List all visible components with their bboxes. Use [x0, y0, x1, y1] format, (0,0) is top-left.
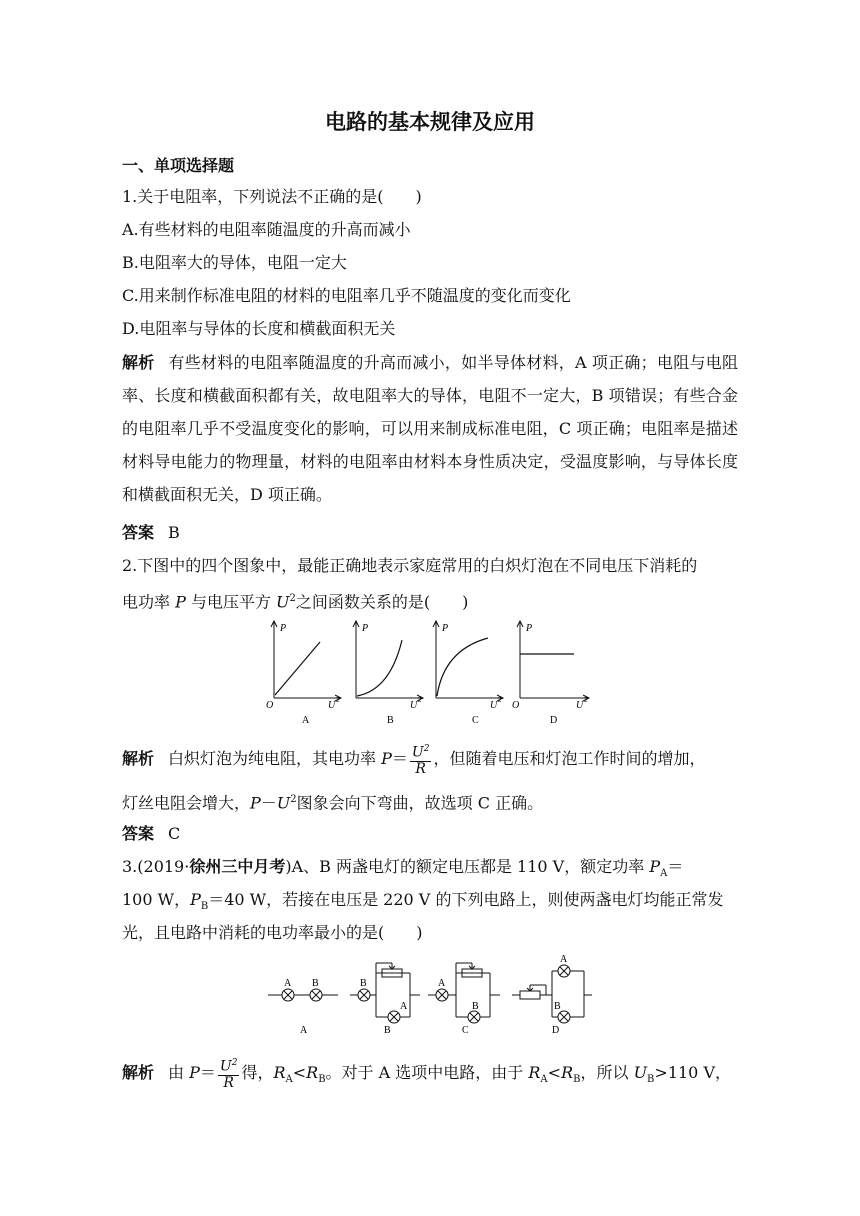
svg-text:B: B — [472, 1001, 479, 1012]
circuit-label-c: C — [462, 1025, 469, 1036]
q1-answer — [122, 521, 180, 545]
answer-label: 答案 — [122, 523, 155, 542]
q3-circuits-figure — [262, 955, 597, 1037]
svg-text:2: 2 — [584, 696, 588, 704]
svg-text:O: O — [512, 700, 520, 711]
q2-answer: 答案 C — [122, 824, 181, 843]
svg-text:U: U — [328, 700, 336, 711]
q2-analysis-line1: 解析 白炽灯泡为纯电阻，其电功率 P＝ $\frac{U^2}{R}$ ，但随着电压和灯泡工作时间的增加， — [122, 744, 706, 777]
fraction: $\frac{U^2}{R}$ — [219, 1058, 238, 1091]
circuit-label-d: D — [552, 1025, 560, 1036]
graph-label-a: A — [302, 715, 310, 726]
q1-answer-value: B — [168, 523, 180, 542]
graph-label-b: B — [387, 715, 394, 726]
svg-text:A: A — [284, 978, 292, 989]
q3-stem-line1: 3.(2019·徐州三中月考)A、B 两盏电灯的额定电压都是 110 V，额定功率 $P_A=$ — [122, 857, 684, 880]
q1-stem: 1.关于电阻率，下列说法不正确的是( ) — [122, 187, 422, 206]
q2-stem-line2: 电功率 P 与电压平方 $U^2$之间函数关系的是( ) — [122, 592, 469, 612]
svg-text:U: U — [410, 700, 418, 711]
svg-text:P: P — [362, 623, 369, 634]
q2-stem-line1: 2.下图中的四个图象中，最能正确地表示家庭常用的白炽灯泡在不同电压下消耗的 — [122, 556, 698, 575]
q2-analysis-line2: 灯丝电阻会增大，$P-U^2$图象会向下弯曲，故选项 C 正确。 — [122, 793, 544, 813]
svg-text:B: B — [360, 978, 367, 989]
page-title: 电路的基本规律及应用 — [325, 110, 535, 134]
q1-option-b: B.电阻率大的导体，电阻一定大 — [122, 253, 347, 272]
svg-text:A: A — [438, 978, 446, 989]
svg-text:A: A — [400, 1001, 408, 1012]
svg-text:P: P — [526, 623, 533, 634]
q1-option-a: A.有些材料的电阻率随温度的升高而减小 — [122, 220, 411, 239]
graph-d — [512, 621, 589, 726]
q1-option-d: D.电阻率与导体的长度和横截面积无关 — [122, 319, 396, 338]
graph-a — [266, 621, 341, 726]
svg-text:U: U — [490, 700, 498, 711]
svg-text:B: B — [312, 978, 319, 989]
graph-label-d: D — [550, 715, 558, 726]
svg-text:2: 2 — [336, 696, 340, 704]
svg-text:O: O — [266, 700, 274, 711]
graph-label-c: C — [472, 715, 479, 726]
q1-option-c: C.用来制作标准电阻的材料的电阻率几乎不随温度的变化而变化 — [122, 286, 571, 305]
svg-text:A: A — [560, 955, 568, 965]
svg-text:B: B — [554, 1001, 561, 1012]
fraction: $\frac{U^2}{R}$ — [411, 744, 430, 777]
q1-analysis — [122, 346, 738, 511]
svg-text:U: U — [576, 700, 584, 711]
circuit-label-a: A — [300, 1025, 308, 1036]
svg-text:2: 2 — [418, 696, 422, 704]
q3-analysis: 解析 由 P＝ $\frac{U^2}{R}$ 得，$R_A<R_B$。对于 A 选项中电路，由于 $R_A<R_B$，所以 $U_B>110$ V， — [122, 1058, 731, 1091]
svg-text:2: 2 — [498, 696, 502, 704]
circuit-b — [350, 963, 420, 1023]
section-heading: 一、单项选择题 — [122, 156, 235, 175]
svg-text:P: P — [280, 623, 287, 634]
analysis-label: 解析 — [122, 353, 155, 372]
svg-text:P: P — [442, 623, 449, 634]
circuit-a — [268, 989, 338, 1001]
q2-graphs-figure — [262, 620, 602, 726]
graph-b — [353, 621, 423, 726]
q3-stem-line2: 100 W，$P_B=40$ W，若接在电压是 220 V 的下列电路上，则使两盏电灯均能正常发 — [122, 890, 724, 913]
circuit-d — [512, 965, 592, 1023]
graph-c — [433, 621, 503, 726]
circuit-c — [428, 963, 500, 1023]
q3-stem-line3: 光，且电路中消耗的电功率最小的是( ) — [122, 923, 423, 942]
q1-analysis-text: 有些材料的电阻率随温度的升高而减小，如半导体材料，A 项正确；电阻与电阻率、长度和横截面积都有关，故电阻率大的导体，电阻不一定大，B 项错误；有些合金的电阻率几乎不受温度变化的影响，可以用来制成标准电阻，C 项正确；电阻率是描述材料导电能力的物理量，材料的电阻率由材料本身性质决定，受温度影响，与导体长度和横截面积无关，D 项正确。 — [122, 353, 738, 504]
circuit-label-b: B — [384, 1025, 391, 1036]
